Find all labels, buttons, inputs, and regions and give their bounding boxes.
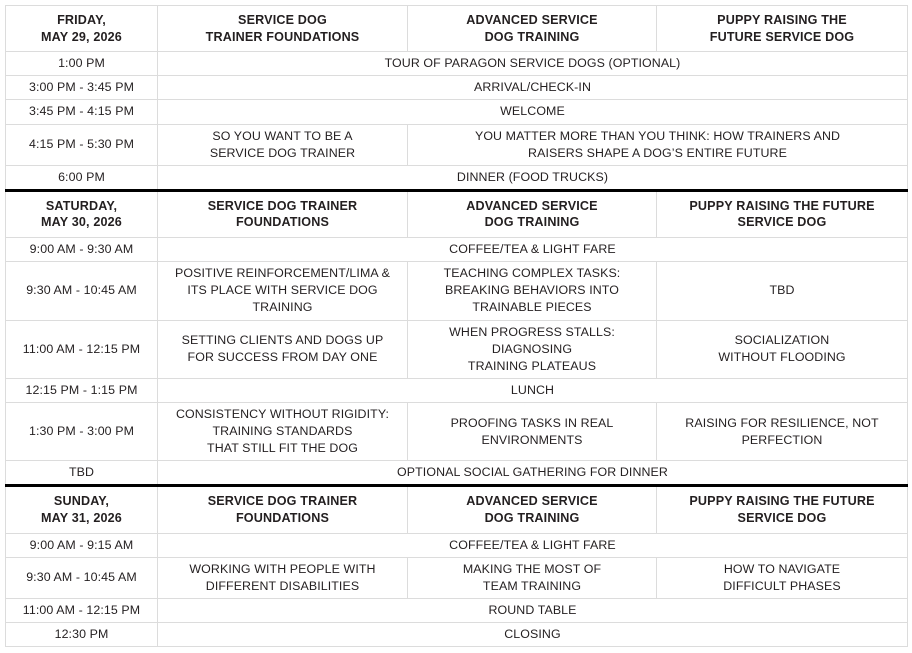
- track-2-header-cell: [408, 486, 657, 533]
- schedule-row: [6, 320, 908, 378]
- text-line: SUNDAY,: [53, 494, 110, 509]
- text-line: FOUNDATIONS: [235, 511, 330, 526]
- text-line: SERVICE DOG TRAINER: [209, 145, 356, 160]
- session-track-3-cell: [657, 402, 908, 460]
- text-line: TRAINING: [252, 300, 313, 315]
- schedule-row: [6, 124, 908, 165]
- session-time-cell: 11:00 AM - 12:15 PM: [6, 320, 158, 378]
- text-line: THAT STILL FIT THE DOG: [207, 441, 358, 456]
- session-all-tracks-cell: ARRIVAL/CHECK-IN: [158, 76, 908, 100]
- text-line: SERVICE DOG: [238, 13, 327, 27]
- schedule-row: [6, 533, 908, 557]
- text-line: PROOFING TASKS IN REAL: [450, 415, 614, 430]
- session-time-cell: 6:00 PM: [6, 165, 158, 190]
- day-header-row: [6, 6, 908, 52]
- text-line: DIFFERENT DISABILITIES: [205, 578, 360, 593]
- text-line: FOR SUCCESS FROM DAY ONE: [187, 350, 378, 365]
- session-time-cell: 9:30 AM - 10:45 AM: [6, 557, 158, 598]
- text-line: WORKING WITH PEOPLE WITH: [189, 561, 376, 576]
- session-time-cell: TBD: [6, 461, 158, 486]
- text-line: TRAINING STANDARDS: [212, 424, 353, 439]
- session-track-3-cell: [657, 320, 908, 378]
- text-line: CONSISTENCY WITHOUT RIGIDITY:: [175, 406, 390, 421]
- text-line: PERFECTION: [741, 432, 823, 447]
- session-track-1-cell: [158, 402, 408, 460]
- schedule-row: [6, 100, 908, 124]
- text-line: MAY 31, 2026: [41, 511, 122, 526]
- text-line: FOUNDATIONS: [235, 215, 330, 230]
- session-time-cell: 9:00 AM - 9:15 AM: [6, 533, 158, 557]
- text-line: MAY 30, 2026: [41, 215, 122, 230]
- text-line: TRAINER FOUNDATIONS: [205, 29, 360, 44]
- schedule-row: [6, 598, 908, 622]
- text-line: SERVICE DOG: [737, 511, 827, 526]
- text-line: YOU MATTER MORE THAN YOU THINK: HOW TRAINERS AND: [474, 128, 841, 143]
- day-header-row: [6, 190, 908, 237]
- text-line: BREAKING BEHAVIORS INTO: [445, 283, 619, 298]
- session-time-cell: 12:30 PM: [6, 623, 158, 647]
- session-all-tracks-cell: WELCOME: [158, 100, 908, 124]
- session-all-tracks-cell: OPTIONAL SOCIAL GATHERING FOR DINNER: [158, 461, 908, 486]
- text-line: ADVANCED SERVICE: [466, 198, 598, 213]
- session-all-tracks-cell: LUNCH: [158, 378, 908, 402]
- text-line: DIFFICULT PHASES: [723, 578, 841, 593]
- session-all-tracks-cell: CLOSING: [158, 623, 908, 647]
- session-track-3-cell: [657, 262, 908, 320]
- text-line: DIAGNOSING: [491, 341, 573, 356]
- text-line: PUPPY RAISING THE FUTURE: [689, 494, 875, 509]
- day-date-cell: [6, 486, 158, 533]
- session-time-cell: 1:00 PM: [6, 52, 158, 76]
- schedule-row: [6, 623, 908, 647]
- schedule-row: [6, 238, 908, 262]
- text-line: RAISING FOR RESILIENCE, NOT: [685, 415, 879, 430]
- text-line: RAISERS SHAPE A DOG’S ENTIRE FUTURE: [528, 145, 787, 160]
- text-line: MAKING THE MOST OF: [462, 561, 602, 576]
- schedule-row: [6, 76, 908, 100]
- session-track-2-cell: [408, 557, 657, 598]
- schedule-row: [6, 402, 908, 460]
- text-line: PUPPY RAISING THE FUTURE: [689, 198, 875, 213]
- text-line: PUPPY RAISING THE: [717, 13, 847, 27]
- session-all-tracks-cell: COFFEE/TEA & LIGHT FARE: [158, 238, 908, 262]
- text-line: SATURDAY,: [45, 198, 118, 213]
- session-time-cell: 1:30 PM - 3:00 PM: [6, 402, 158, 460]
- session-time-cell: 3:00 PM - 3:45 PM: [6, 76, 158, 100]
- session-tracks-2-3-merged-cell: [408, 124, 908, 165]
- schedule-row: [6, 557, 908, 598]
- text-line: ENVIRONMENTS: [481, 432, 583, 447]
- session-track-1-cell: [158, 320, 408, 378]
- track-1-header-cell: [158, 486, 408, 533]
- session-track-2-cell: [408, 262, 657, 320]
- text-line: SERVICE DOG TRAINER: [207, 494, 358, 509]
- text-line: TEACHING COMPLEX TASKS:: [443, 266, 621, 281]
- session-all-tracks-cell: TOUR OF PARAGON SERVICE DOGS (OPTIONAL): [158, 52, 908, 76]
- text-line: POSITIVE REINFORCEMENT/LIMA &: [175, 266, 390, 281]
- conference-schedule-table: [5, 5, 908, 647]
- session-track-2-cell: [408, 320, 657, 378]
- text-line: MAY 29, 2026: [41, 29, 122, 44]
- text-line: WITHOUT FLOODING: [718, 350, 846, 365]
- track-2-header-cell: [408, 6, 657, 52]
- text-line: SERVICE DOG: [737, 215, 827, 230]
- text-line: FRIDAY,: [57, 13, 106, 27]
- text-line: SETTING CLIENTS AND DOGS UP: [181, 333, 384, 348]
- session-track-3-cell: [657, 557, 908, 598]
- track-3-header-cell: [657, 486, 908, 533]
- session-track-1-cell: [158, 124, 408, 165]
- session-time-cell: 9:30 AM - 10:45 AM: [6, 262, 158, 320]
- text-line: SO YOU WANT TO BE A: [212, 128, 353, 143]
- track-1-header-cell: [158, 190, 408, 237]
- day-date-cell: [6, 190, 158, 237]
- session-time-cell: 11:00 AM - 12:15 PM: [6, 598, 158, 622]
- track-2-header-cell: [408, 190, 657, 237]
- session-track-2-cell: [408, 402, 657, 460]
- session-time-cell: 12:15 PM - 1:15 PM: [6, 378, 158, 402]
- text-line: ADVANCED SERVICE: [466, 494, 598, 509]
- text-line: FUTURE SERVICE DOG: [709, 29, 855, 44]
- session-all-tracks-cell: DINNER (FOOD TRUCKS): [158, 165, 908, 190]
- text-line: TEAM TRAINING: [482, 578, 582, 593]
- text-line: TBD: [769, 283, 795, 298]
- session-time-cell: 3:45 PM - 4:15 PM: [6, 100, 158, 124]
- schedule-row: [6, 165, 908, 190]
- text-line: HOW TO NAVIGATE: [723, 561, 841, 576]
- session-track-1-cell: [158, 262, 408, 320]
- text-line: ADVANCED SERVICE: [466, 13, 598, 27]
- session-time-cell: 9:00 AM - 9:30 AM: [6, 238, 158, 262]
- session-time-cell: 4:15 PM - 5:30 PM: [6, 124, 158, 165]
- session-track-1-cell: [158, 557, 408, 598]
- day-date-cell: [6, 6, 158, 52]
- text-line: TRAINABLE PIECES: [472, 300, 592, 315]
- schedule-row: [6, 461, 908, 486]
- schedule-row: [6, 52, 908, 76]
- text-line: DOG TRAINING: [484, 511, 580, 526]
- session-all-tracks-cell: COFFEE/TEA & LIGHT FARE: [158, 533, 908, 557]
- day-header-row: [6, 486, 908, 533]
- track-1-header-cell: [158, 6, 408, 52]
- text-line: TRAINING PLATEAUS: [467, 358, 597, 373]
- track-3-header-cell: [657, 190, 908, 237]
- schedule-row: [6, 378, 908, 402]
- text-line: WHEN PROGRESS STALLS:: [449, 324, 615, 339]
- text-line: ITS PLACE WITH SERVICE DOG: [187, 283, 378, 298]
- session-all-tracks-cell: ROUND TABLE: [158, 598, 908, 622]
- track-3-header-cell: [657, 6, 908, 52]
- text-line: SERVICE DOG TRAINER: [207, 198, 358, 213]
- text-line: DOG TRAINING: [484, 215, 580, 230]
- text-line: DOG TRAINING: [484, 29, 580, 44]
- schedule-row: [6, 262, 908, 320]
- text-line: SOCIALIZATION: [734, 333, 830, 348]
